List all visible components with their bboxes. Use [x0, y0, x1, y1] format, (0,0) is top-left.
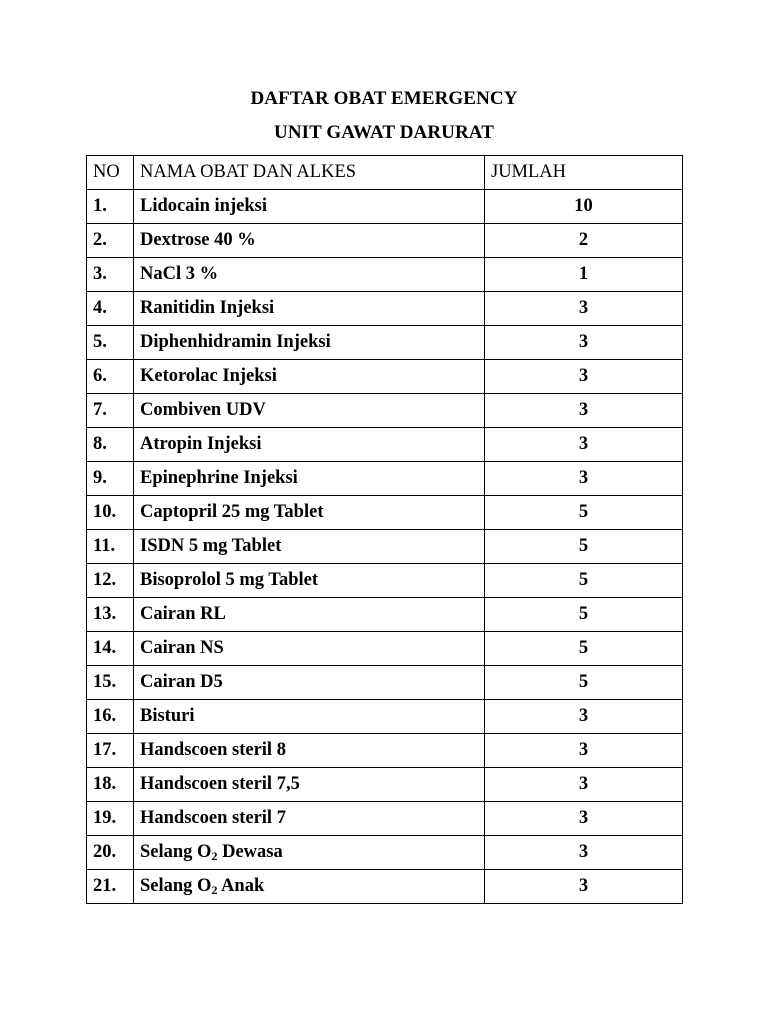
cell-no: 5. — [87, 326, 134, 360]
cell-jumlah: 3 — [485, 360, 683, 394]
cell-no: 1. — [87, 190, 134, 224]
table-row — [87, 700, 683, 734]
cell-no: 16. — [87, 700, 134, 734]
table-row — [87, 836, 683, 870]
cell-jumlah: 3 — [485, 734, 683, 768]
table-row — [87, 564, 683, 598]
table-row — [87, 632, 683, 666]
cell-jumlah: 5 — [485, 598, 683, 632]
cell-nama: Epinephrine Injeksi — [134, 462, 485, 496]
cell-no: 19. — [87, 802, 134, 836]
cell-jumlah: 3 — [485, 836, 683, 870]
cell-jumlah: 3 — [485, 700, 683, 734]
cell-jumlah: 3 — [485, 326, 683, 360]
cell-no: 6. — [87, 360, 134, 394]
table-row — [87, 292, 683, 326]
cell-nama: Cairan NS — [134, 632, 485, 666]
table-row — [87, 258, 683, 292]
cell-jumlah: 3 — [485, 394, 683, 428]
cell-nama: Diphenhidramin Injeksi — [134, 326, 485, 360]
table-body — [87, 190, 683, 904]
table-row — [87, 326, 683, 360]
cell-jumlah: 3 — [485, 292, 683, 326]
cell-no: 14. — [87, 632, 134, 666]
cell-jumlah: 3 — [485, 462, 683, 496]
cell-no: 10. — [87, 496, 134, 530]
table-row — [87, 190, 683, 224]
table-row — [87, 666, 683, 700]
table-row — [87, 598, 683, 632]
table-header-row — [87, 156, 683, 190]
cell-nama: Bisturi — [134, 700, 485, 734]
cell-nama: Lidocain injeksi — [134, 190, 485, 224]
table-row — [87, 870, 683, 904]
cell-no: 17. — [87, 734, 134, 768]
cell-jumlah: 5 — [485, 496, 683, 530]
table-row — [87, 496, 683, 530]
cell-nama: NaCl 3 % — [134, 258, 485, 292]
cell-no: 12. — [87, 564, 134, 598]
cell-nama: Cairan RL — [134, 598, 485, 632]
subscript-two: 2 — [211, 883, 218, 897]
cell-no: 2. — [87, 224, 134, 258]
cell-nama — [134, 836, 485, 870]
cell-jumlah: 1 — [485, 258, 683, 292]
cell-no: 13. — [87, 598, 134, 632]
cell-nama: Handscoen steril 7,5 — [134, 768, 485, 802]
cell-no: 15. — [87, 666, 134, 700]
table-row — [87, 802, 683, 836]
table-row — [87, 394, 683, 428]
cell-nama: ISDN 5 mg Tablet — [134, 530, 485, 564]
cell-nama-suffix: Anak — [217, 876, 265, 896]
cell-no: 20. — [87, 836, 134, 870]
cell-jumlah: 5 — [485, 666, 683, 700]
cell-jumlah: 10 — [485, 190, 683, 224]
cell-jumlah: 3 — [485, 802, 683, 836]
cell-nama — [134, 870, 485, 904]
header-jumlah: JUMLAH — [485, 156, 683, 190]
cell-no: 3. — [87, 258, 134, 292]
header-no: NO — [87, 156, 134, 190]
cell-no: 4. — [87, 292, 134, 326]
cell-jumlah: 3 — [485, 870, 683, 904]
cell-no: 18. — [87, 768, 134, 802]
cell-nama: Cairan D5 — [134, 666, 485, 700]
cell-nama-suffix: Dewasa — [217, 842, 283, 862]
cell-no: 21. — [87, 870, 134, 904]
subscript-two: 2 — [211, 849, 218, 863]
cell-nama-text: Selang O — [140, 876, 212, 896]
cell-nama: Handscoen steril 7 — [134, 802, 485, 836]
table-row — [87, 360, 683, 394]
cell-jumlah: 3 — [485, 428, 683, 462]
cell-jumlah: 2 — [485, 224, 683, 258]
cell-nama: Combiven UDV — [134, 394, 485, 428]
table-row — [87, 428, 683, 462]
header-nama: NAMA OBAT DAN ALKES — [134, 156, 485, 190]
cell-nama: Handscoen steril 8 — [134, 734, 485, 768]
cell-jumlah: 5 — [485, 530, 683, 564]
cell-jumlah: 5 — [485, 632, 683, 666]
cell-no: 9. — [87, 462, 134, 496]
table-row — [87, 224, 683, 258]
cell-no: 7. — [87, 394, 134, 428]
medicine-table — [86, 155, 683, 904]
table-row — [87, 734, 683, 768]
cell-nama: Atropin Injeksi — [134, 428, 485, 462]
table-row — [87, 462, 683, 496]
cell-nama-text: Selang O — [140, 842, 212, 862]
cell-nama: Captopril 25 mg Tablet — [134, 496, 485, 530]
document-subtitle: UNIT GAWAT DARURAT — [274, 122, 494, 143]
cell-no: 8. — [87, 428, 134, 462]
cell-no: 11. — [87, 530, 134, 564]
table-row — [87, 530, 683, 564]
cell-jumlah: 5 — [485, 564, 683, 598]
cell-nama: Ketorolac Injeksi — [134, 360, 485, 394]
cell-jumlah: 3 — [485, 768, 683, 802]
document-title: DAFTAR OBAT EMERGENCY — [250, 88, 518, 109]
cell-nama: Ranitidin Injeksi — [134, 292, 485, 326]
cell-nama: Dextrose 40 % — [134, 224, 485, 258]
table-row — [87, 768, 683, 802]
cell-nama: Bisoprolol 5 mg Tablet — [134, 564, 485, 598]
